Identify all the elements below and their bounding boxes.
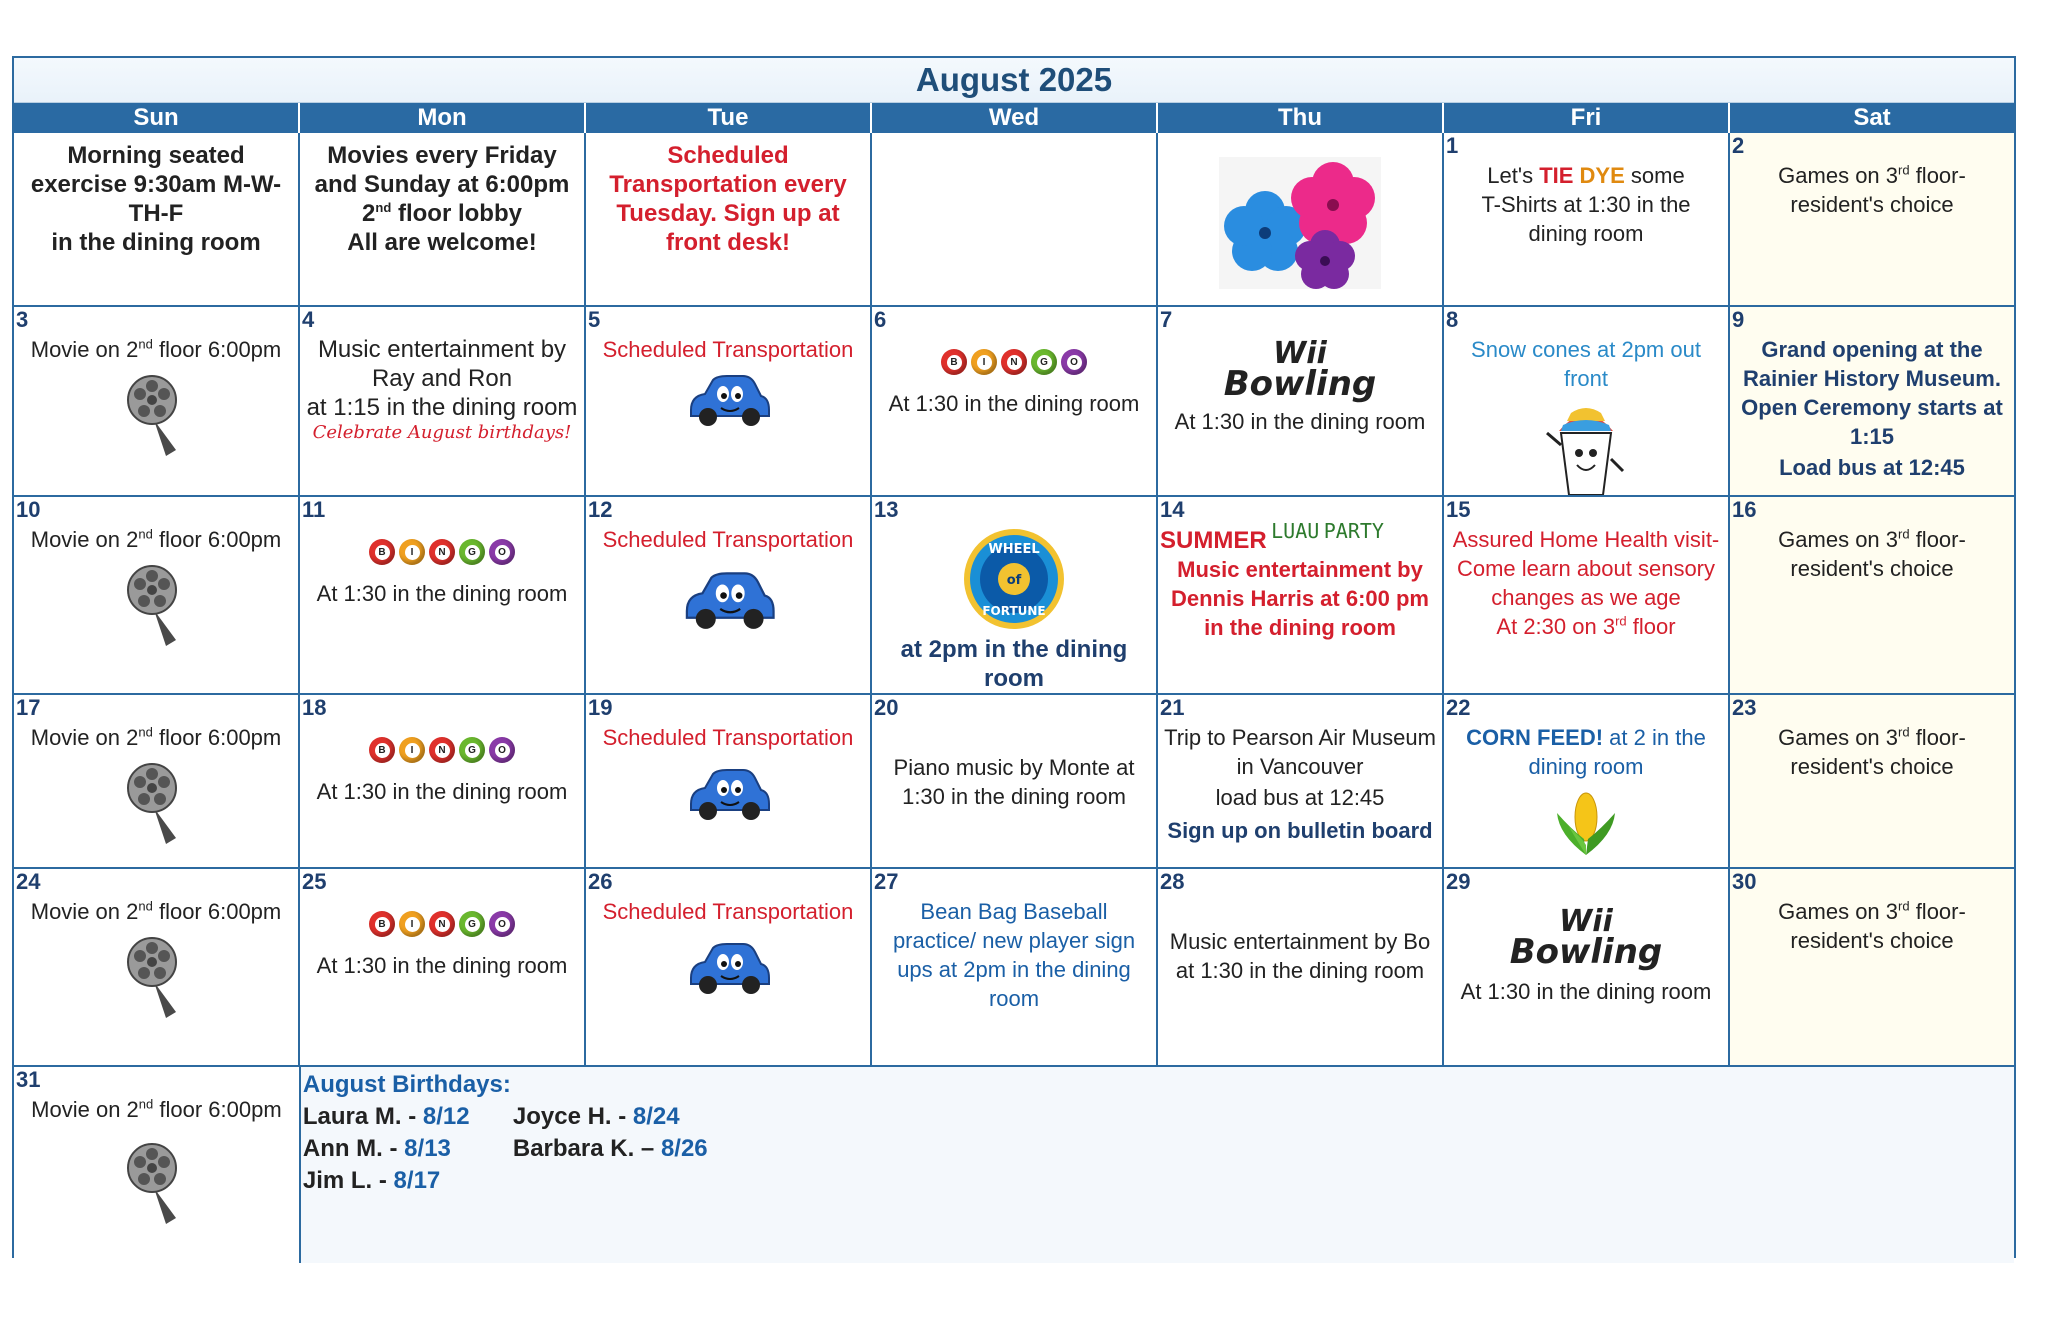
day-number: 7 bbox=[1160, 307, 1173, 332]
day-cell bbox=[1444, 133, 1730, 305]
day-number: 8 bbox=[1446, 307, 1459, 332]
day-cell bbox=[14, 497, 300, 693]
day-cell bbox=[1158, 695, 1444, 867]
day-cell bbox=[300, 497, 586, 693]
day-number: 21 bbox=[1160, 695, 1185, 720]
svg-text:FORTUNE: FORTUNE bbox=[982, 604, 1046, 618]
blue-car-icon bbox=[683, 764, 773, 824]
day-cell bbox=[1158, 307, 1444, 495]
day-number: 31 bbox=[16, 1067, 41, 1092]
day-number: 24 bbox=[16, 869, 41, 894]
birthday-entry: Laura M. - 8/12 bbox=[302, 1103, 470, 1130]
event-text: At 2:30 on 3rd floor bbox=[1496, 613, 1676, 639]
day-number: 12 bbox=[588, 497, 613, 522]
event-text: All are welcome! bbox=[347, 229, 537, 256]
event-text: CORN FEED! at 2 in the dining room bbox=[1466, 725, 1706, 779]
summer-luau-party-logo: SUMMER LUAU PARTY bbox=[1160, 519, 1384, 554]
birthdays-panel bbox=[301, 1067, 2014, 1263]
week-row bbox=[14, 495, 2014, 693]
day-cell bbox=[586, 869, 872, 1065]
day-number: 17 bbox=[16, 695, 41, 720]
birthday-entry: Joyce H. - 8/24 bbox=[512, 1103, 680, 1130]
day-cell bbox=[300, 133, 586, 305]
day-cell bbox=[1730, 497, 2014, 693]
day-number: 1 bbox=[1446, 133, 1459, 158]
day-number: 3 bbox=[16, 307, 29, 332]
event-text: Movie on 2nd floor 6:00pm bbox=[30, 898, 282, 924]
day-cell bbox=[14, 869, 300, 1065]
bingo-letter: B bbox=[947, 355, 962, 370]
day-cell bbox=[14, 133, 300, 305]
event-text: Games on 3rd floor-resident's choice bbox=[1778, 526, 1966, 581]
weekday-sun: Sun bbox=[14, 103, 300, 133]
event-text: Bean Bag Baseball practice/ new player sign ups at 2pm in the dining room bbox=[892, 899, 1136, 1011]
day-cell bbox=[872, 497, 1158, 693]
bingo-balls-icon bbox=[306, 539, 578, 565]
day-cell bbox=[872, 307, 1158, 495]
day-cell bbox=[300, 869, 586, 1065]
birthday-entry: Ann M. - 8/13 bbox=[302, 1135, 451, 1162]
event-text: Assured Home Health visit-Come learn about sensory changes as we age bbox=[1452, 527, 1720, 610]
film-reel-icon bbox=[126, 560, 186, 650]
snow-cone-icon bbox=[1541, 399, 1631, 495]
day-cell bbox=[1444, 497, 1730, 693]
day-number: 27 bbox=[874, 869, 899, 894]
event-text: Let's TIE DYE some bbox=[1487, 163, 1685, 188]
svg-text:of: of bbox=[1006, 573, 1022, 588]
day-cell bbox=[14, 695, 300, 867]
blue-car-icon bbox=[678, 566, 778, 634]
film-reel-icon bbox=[126, 370, 186, 460]
event-text: Scheduled Transportation every Tuesday. Sign up at front desk! bbox=[609, 142, 847, 256]
day-cell bbox=[872, 695, 1158, 867]
event-text: Games on 3rd floor-resident's choice bbox=[1778, 162, 1966, 217]
weekday-tue: Tue bbox=[586, 103, 872, 133]
day-number: 23 bbox=[1732, 695, 1757, 720]
celebrate-birthdays-text: Celebrate August birthdays! bbox=[312, 422, 572, 443]
weekday-wed: Wed bbox=[872, 103, 1158, 133]
weekday-thu: Thu bbox=[1158, 103, 1444, 133]
event-text: Grand opening at the Rainier History Museum. Open Ceremony starts at 1:15 bbox=[1741, 337, 2003, 449]
day-cell bbox=[586, 695, 872, 867]
event-text: Piano music by Monte at 1:30 in the dining room bbox=[893, 755, 1135, 809]
event-text: Movie on 2nd floor 6:00pm bbox=[30, 336, 282, 362]
weekday-header bbox=[14, 103, 2014, 133]
bingo-letter: O bbox=[1067, 355, 1082, 370]
bingo-letter: G bbox=[465, 917, 480, 932]
week-row bbox=[14, 1065, 2014, 1263]
week-row bbox=[14, 133, 2014, 305]
svg-text:WHEEL: WHEEL bbox=[988, 542, 1040, 557]
day-cell bbox=[300, 695, 586, 867]
day-number: 25 bbox=[302, 869, 327, 894]
event-text: Music entertainment by Bo at 1:30 in the dining room bbox=[1169, 929, 1431, 983]
event-text: 2nd floor lobby bbox=[362, 200, 522, 227]
bingo-letter: I bbox=[405, 743, 420, 758]
day-cell bbox=[1158, 869, 1444, 1065]
day-number: 19 bbox=[588, 695, 613, 720]
event-text: Sign up on bulletin board bbox=[1167, 818, 1433, 843]
day-cell bbox=[14, 307, 300, 495]
event-text: Snow cones at 2pm out front bbox=[1471, 337, 1701, 391]
bingo-letter: B bbox=[375, 743, 390, 758]
bingo-letter: B bbox=[375, 917, 390, 932]
event-text: Scheduled Transportation bbox=[602, 899, 854, 924]
wheel-of-fortune-icon bbox=[962, 527, 1066, 631]
day-number: 22 bbox=[1446, 695, 1471, 720]
weekday-mon: Mon bbox=[300, 103, 586, 133]
event-text: Music entertainment by Ray and Ron bbox=[317, 336, 567, 392]
film-reel-icon bbox=[126, 1138, 186, 1228]
event-text: At 1:30 in the dining room bbox=[1174, 409, 1426, 434]
event-text: Morning seated exercise 9:30am M-W-TH-F bbox=[30, 142, 282, 227]
hibiscus-flowers-icon bbox=[1215, 153, 1385, 293]
event-text: Load bus at 12:45 bbox=[1779, 455, 1965, 480]
weekday-fri: Fri bbox=[1444, 103, 1730, 133]
day-number: 4 bbox=[302, 307, 315, 332]
day-cell bbox=[1730, 307, 2014, 495]
day-number: 16 bbox=[1732, 497, 1757, 522]
bingo-letter: O bbox=[495, 917, 510, 932]
event-text: Music entertainment by Dennis Harris at 6:00 pm in the dining room bbox=[1171, 557, 1429, 640]
day-number: 18 bbox=[302, 695, 327, 720]
birthday-entry: Barbara K. – 8/26 bbox=[512, 1135, 708, 1162]
day-number: 2 bbox=[1732, 133, 1745, 158]
bingo-balls-icon bbox=[878, 349, 1150, 375]
event-text: Trip to Pearson Air Museum in Vancouver bbox=[1164, 725, 1436, 779]
event-text: at 1:15 in the dining room bbox=[306, 394, 578, 421]
week-row bbox=[14, 867, 2014, 1065]
bingo-letter: I bbox=[977, 355, 992, 370]
bingo-letter: N bbox=[1007, 355, 1022, 370]
day-cell bbox=[586, 497, 872, 693]
day-cell bbox=[1158, 497, 1444, 693]
day-number: 13 bbox=[874, 497, 899, 522]
event-text: Movie on 2nd floor 6:00pm bbox=[30, 724, 282, 750]
birthday-entry: Jim L. - 8/17 bbox=[302, 1167, 441, 1194]
day-number: 30 bbox=[1732, 869, 1757, 894]
event-text: At 1:30 in the dining room bbox=[1460, 979, 1712, 1004]
week-row bbox=[14, 693, 2014, 867]
day-cell bbox=[872, 133, 1158, 305]
day-cell bbox=[1158, 133, 1444, 305]
day-cell bbox=[1730, 695, 2014, 867]
day-number: 14 bbox=[1160, 497, 1185, 522]
day-cell bbox=[1444, 869, 1730, 1065]
day-number: 11 bbox=[302, 497, 326, 522]
bingo-balls-icon bbox=[306, 737, 578, 763]
birthdays-title: August Birthdays: bbox=[302, 1071, 511, 1098]
wii-bowling-logo: Wii Bowling bbox=[1223, 336, 1377, 404]
day-cell bbox=[586, 133, 872, 305]
event-text: load bus at 12:45 bbox=[1215, 785, 1385, 810]
day-cell bbox=[300, 307, 586, 495]
calendar-title: August 2025 bbox=[14, 58, 2014, 103]
day-cell bbox=[1730, 133, 2014, 305]
day-cell bbox=[586, 307, 872, 495]
event-text: Movie on 2nd floor 6:00pm bbox=[30, 526, 282, 552]
bingo-letter: G bbox=[465, 545, 480, 560]
blue-car-icon bbox=[683, 938, 773, 998]
calendar bbox=[12, 56, 2016, 1258]
bingo-letter: G bbox=[1037, 355, 1052, 370]
wii-bowling-logo: Wii Bowling bbox=[1509, 904, 1663, 972]
day-number: 29 bbox=[1446, 869, 1471, 894]
event-text: Movie on 2nd floor 6:00pm bbox=[31, 1096, 282, 1122]
event-text: At 1:30 in the dining room bbox=[888, 391, 1140, 416]
event-text: At 1:30 in the dining room bbox=[316, 581, 568, 606]
film-reel-icon bbox=[126, 932, 186, 1022]
corn-icon bbox=[1551, 789, 1621, 859]
bingo-letter: N bbox=[435, 743, 450, 758]
day-cell bbox=[872, 869, 1158, 1065]
event-text: Games on 3rd floor-resident's choice bbox=[1778, 898, 1966, 953]
blue-car-icon bbox=[683, 370, 773, 430]
bingo-balls-icon bbox=[306, 911, 578, 937]
weekday-sat: Sat bbox=[1853, 104, 1891, 131]
birthdays-list bbox=[303, 1103, 2012, 1195]
event-text: At 1:30 in the dining room bbox=[316, 779, 568, 804]
day-cell bbox=[1444, 307, 1730, 495]
bingo-letter: N bbox=[435, 917, 450, 932]
day-number: 26 bbox=[588, 869, 613, 894]
event-text: Scheduled Transportation bbox=[602, 725, 854, 750]
bingo-letter: I bbox=[405, 917, 420, 932]
week-row bbox=[14, 305, 2014, 495]
event-text: Scheduled Transportation bbox=[602, 527, 854, 552]
day-number: 10 bbox=[16, 497, 41, 522]
day-number: 15 bbox=[1446, 497, 1471, 522]
day-number: 6 bbox=[874, 307, 887, 332]
event-text: At 1:30 in the dining room bbox=[316, 953, 568, 978]
bingo-letter: I bbox=[405, 545, 420, 560]
day-cell bbox=[1444, 695, 1730, 867]
film-reel-icon bbox=[126, 758, 186, 848]
bingo-letter: N bbox=[435, 545, 450, 560]
day-number: 5 bbox=[588, 307, 601, 332]
day-number: 9 bbox=[1732, 307, 1745, 332]
bingo-letter: O bbox=[495, 743, 510, 758]
day-number: 28 bbox=[1160, 869, 1185, 894]
event-text: in the dining room bbox=[51, 229, 261, 256]
event-text: Games on 3rd floor-resident's choice bbox=[1778, 724, 1966, 779]
bingo-letter: B bbox=[375, 545, 390, 560]
event-text: T-Shirts at 1:30 in the dining room bbox=[1481, 192, 1691, 246]
day-cell bbox=[1730, 869, 2014, 1065]
day-number: 20 bbox=[874, 695, 899, 720]
day-cell bbox=[14, 1067, 301, 1263]
event-text: at 2pm in the dining room bbox=[900, 636, 1128, 692]
event-text: Movies every Friday and Sunday at 6:00pm bbox=[314, 142, 570, 198]
event-text: Scheduled Transportation bbox=[602, 337, 854, 362]
bingo-letter: G bbox=[465, 743, 480, 758]
bingo-letter: O bbox=[495, 545, 510, 560]
